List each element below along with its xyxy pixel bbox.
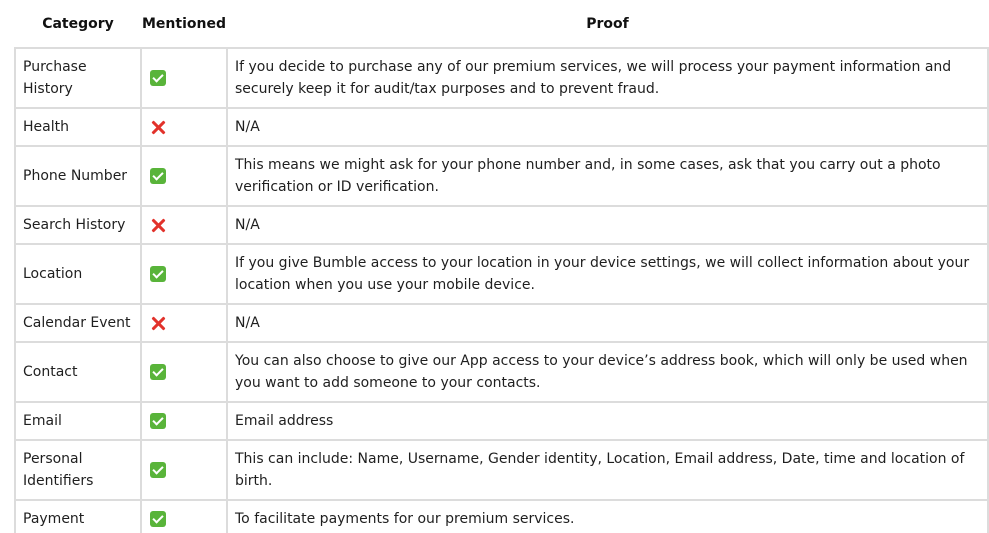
category-cell: Purchase History bbox=[15, 48, 141, 108]
mentioned-cell bbox=[141, 402, 227, 440]
table-row bbox=[15, 402, 988, 440]
proof-cell: Email address bbox=[227, 402, 988, 440]
table-row bbox=[15, 244, 988, 304]
check-mark-icon bbox=[150, 364, 166, 380]
check-mark-icon bbox=[150, 70, 166, 86]
proof-cell: You can also choose to give our App access to your device’s address book, which will only be used when you want to add someone to your contacts. bbox=[227, 342, 988, 402]
mentioned-cell bbox=[141, 146, 227, 206]
proof-cell: N/A bbox=[227, 206, 988, 244]
check-mark-icon bbox=[150, 266, 166, 282]
check-mark-icon bbox=[150, 413, 166, 429]
header-proof: Proof bbox=[227, 0, 988, 48]
category-cell: Phone Number bbox=[15, 146, 141, 206]
table-row bbox=[15, 342, 988, 402]
proof-cell: N/A bbox=[227, 304, 988, 342]
check-mark-icon bbox=[150, 462, 166, 478]
table-row bbox=[15, 206, 988, 244]
table-row bbox=[15, 48, 988, 108]
mentioned-cell bbox=[141, 244, 227, 304]
category-cell: Calendar Event bbox=[15, 304, 141, 342]
category-cell: Contact bbox=[15, 342, 141, 402]
proof-cell: If you decide to purchase any of our premium services, we will process your payment information and securely keep it for audit/tax purposes and to prevent fraud. bbox=[227, 48, 988, 108]
table-row bbox=[15, 146, 988, 206]
proof-cell: If you give Bumble access to your location in your device settings, we will collect information about your location when you use your mobile device. bbox=[227, 244, 988, 304]
table-row bbox=[15, 500, 988, 533]
check-mark-icon bbox=[150, 168, 166, 184]
cross-mark-icon bbox=[150, 315, 166, 331]
category-cell: Health bbox=[15, 108, 141, 146]
cross-mark-icon bbox=[150, 119, 166, 135]
category-cell: Email bbox=[15, 402, 141, 440]
table-header-row bbox=[15, 0, 988, 48]
mentioned-cell bbox=[141, 304, 227, 342]
cross-mark-icon bbox=[150, 217, 166, 233]
table-row bbox=[15, 108, 988, 146]
proof-cell: This means we might ask for your phone number and, in some cases, ask that you carry out a photo verification or ID verification. bbox=[227, 146, 988, 206]
table-row bbox=[15, 440, 988, 500]
data-collection-table bbox=[14, 0, 989, 533]
proof-cell: N/A bbox=[227, 108, 988, 146]
category-cell: Personal Identifiers bbox=[15, 440, 141, 500]
mentioned-cell bbox=[141, 440, 227, 500]
mentioned-cell bbox=[141, 108, 227, 146]
mentioned-cell bbox=[141, 48, 227, 108]
table-row bbox=[15, 304, 988, 342]
header-category: Category bbox=[15, 0, 141, 48]
category-cell: Location bbox=[15, 244, 141, 304]
header-mentioned: Mentioned bbox=[141, 0, 227, 48]
proof-cell: To facilitate payments for our premium services. bbox=[227, 500, 988, 533]
mentioned-cell bbox=[141, 342, 227, 402]
table-body bbox=[15, 48, 988, 533]
mentioned-cell bbox=[141, 500, 227, 533]
check-mark-icon bbox=[150, 511, 166, 527]
category-cell: Search History bbox=[15, 206, 141, 244]
mentioned-cell bbox=[141, 206, 227, 244]
proof-cell: This can include: Name, Username, Gender identity, Location, Email address, Date, time and location of birth. bbox=[227, 440, 988, 500]
category-cell: Payment bbox=[15, 500, 141, 533]
